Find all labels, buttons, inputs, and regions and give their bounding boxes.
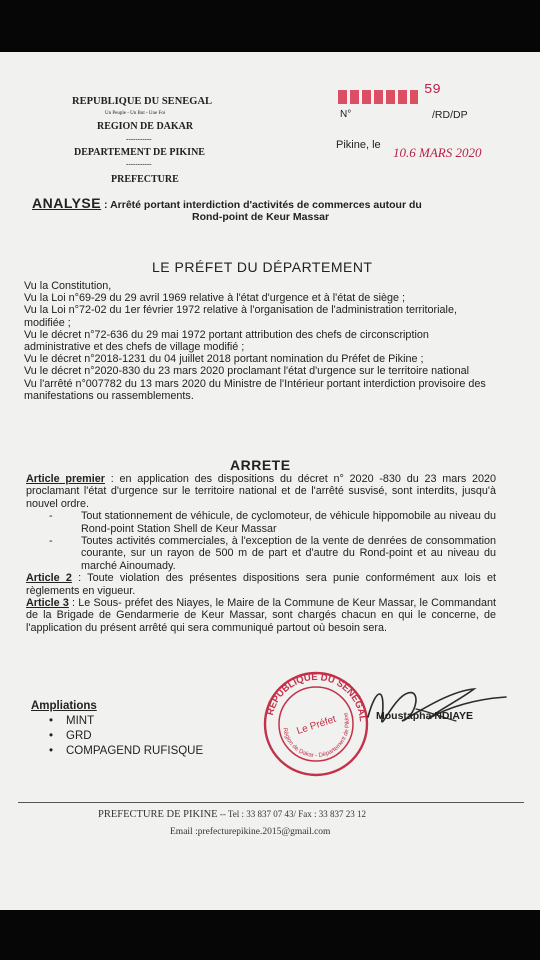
analyse-label: ANALYSE bbox=[32, 195, 102, 211]
prefect-seal-stamp bbox=[262, 670, 370, 778]
analyse-text: : Arrêté portant interdiction d'activités de commerces autour du bbox=[101, 199, 422, 211]
analyse-text-cont: Rond-point de Keur Massar bbox=[192, 211, 330, 223]
consideration: Vu l'arrêté n°007782 du 13 mars 2020 du Ministre de l'Intérieur portant interdiction provisoire des manifestations ou rassemblements. bbox=[24, 377, 486, 402]
consideration: Vu le décret n°2018-1231 du 04 juillet 2018 portant nomination du Préfet de Pikine ; bbox=[24, 353, 424, 366]
article-2-label: Article 2 bbox=[26, 572, 72, 585]
dash-bullet-icon: - bbox=[49, 535, 53, 548]
department-heading: DEPARTEMENT DE PIKINE bbox=[74, 147, 205, 158]
article-2 bbox=[26, 572, 496, 597]
region-heading: REGION DE DAKAR bbox=[97, 121, 194, 132]
authority-heading: LE PRÉFET DU DÉPARTEMENT bbox=[152, 259, 373, 275]
article-1-item bbox=[49, 510, 496, 535]
ampliations-list bbox=[49, 714, 203, 759]
prefecture-heading: PREFECTURE bbox=[111, 174, 179, 185]
footer-email: Email :prefecturepikine.2015@gmail.com bbox=[170, 827, 331, 837]
republic-heading: REPUBLIQUE DU SENEGAL bbox=[72, 96, 213, 107]
bullet-icon: • bbox=[49, 715, 54, 727]
consideration: Vu le décret n°72-636 du 29 mai 1972 portant attribution des chefs de circonscription administrative et des chefs de village modifié ; bbox=[24, 328, 429, 354]
article-1-item bbox=[49, 535, 496, 572]
ampliation-item: • COMPAGEND RUFISQUE bbox=[49, 745, 204, 757]
reference-number: 59 bbox=[424, 82, 441, 98]
footer-divider bbox=[18, 802, 524, 803]
reference-code: /RD/DP bbox=[432, 109, 468, 121]
ampliation-item: • MINT bbox=[49, 715, 95, 727]
article-1-label: Article premier bbox=[26, 473, 105, 485]
footer-office: PREFECTURE DE PIKINE bbox=[98, 809, 218, 820]
bullet-icon: • bbox=[49, 745, 54, 757]
article-1 bbox=[26, 473, 496, 510]
seal-center-text: Le Préfet bbox=[295, 713, 338, 737]
footer-contact: -- Tel : 33 837 07 43/ Fax : 33 837 23 12 bbox=[217, 809, 367, 819]
national-motto: Un Peuple - Un But - Une Foi bbox=[105, 111, 166, 116]
article-1-item-text: Toutes activités commerciales, à l'exception de la vente de denrées de consommation courante, sur un rayon de 500 m de part et d'autre du Rond-point et au niveau du marché Ainoumady. bbox=[81, 535, 496, 572]
article-2-text: : Toute violation des présentes dispositions sera punie conformément aux lois et règlements en vigueur. bbox=[26, 572, 497, 597]
bullet-icon: • bbox=[49, 730, 54, 742]
signer-name: Moustapha NDIAYE bbox=[376, 710, 474, 722]
seal-outer-text: RÉPUBLIQUE DU SÉNÉGAL bbox=[264, 671, 368, 723]
article-3-text: : Le Sous- préfet des Niayes, le Maire de la Commune de Keur Massar, le Commandant de la Brigade de Gendarmerie de Keur Massar, sont chargés chacun en qui le concerne, de l'application du présent arrêté qui sera communiqué partout où besoin sera. bbox=[26, 597, 496, 634]
considerations-list bbox=[24, 280, 494, 402]
consideration: Vu la Constitution, bbox=[24, 280, 112, 292]
ampliation-item: • GRD bbox=[49, 730, 92, 742]
article-3 bbox=[26, 597, 496, 634]
consideration: Vu le décret n°2020-830 du 23 mars 2020 proclamant l'état d'urgence sur le territoire national bbox=[24, 365, 469, 378]
consideration: Vu la Loi n°69-29 du 29 avril 1969 relative à l'état d'urgence et à l'état de siège ; bbox=[24, 292, 406, 305]
ampliations-title: Ampliations bbox=[31, 700, 97, 712]
decision-title: ARRETE bbox=[230, 457, 291, 473]
articles bbox=[26, 473, 496, 634]
seal-inner-text: Région de Dakar - Département de Pikine bbox=[281, 711, 352, 760]
analyse-block bbox=[32, 195, 512, 223]
reference-label: N° bbox=[340, 109, 352, 120]
article-3-label: Article 3 bbox=[26, 597, 69, 610]
header-separator: ----------- bbox=[126, 135, 152, 143]
article-1-item-text: Tout stationnement de véhicule, de cyclomoteur, de véhicule hippomobile au niveau du Rond-point Station Shell de Keur Massar bbox=[81, 510, 496, 535]
date-stamp: 10.6 MARS 2020 bbox=[393, 145, 482, 160]
reference-stamp-redacted bbox=[338, 90, 418, 104]
article-1-text: : en application des dispositions du décret n° 2020 -830 du 23 mars 2020 proclamant l'état d'urgence sur le territoire national et de l'arrêté susvisé, sont interdits, jusqu'à nouvel ordre. bbox=[26, 473, 496, 510]
footer-line bbox=[98, 809, 366, 820]
dash-bullet-icon: - bbox=[49, 510, 53, 523]
consideration: Vu la Loi n°72-02 du 1er février 1972 relative à l'organisation de l'administration territoriale, modifiée ; bbox=[24, 304, 457, 329]
place-label: Pikine, le bbox=[336, 139, 381, 151]
document-page bbox=[0, 52, 540, 910]
header-separator: ----------- bbox=[126, 160, 152, 168]
